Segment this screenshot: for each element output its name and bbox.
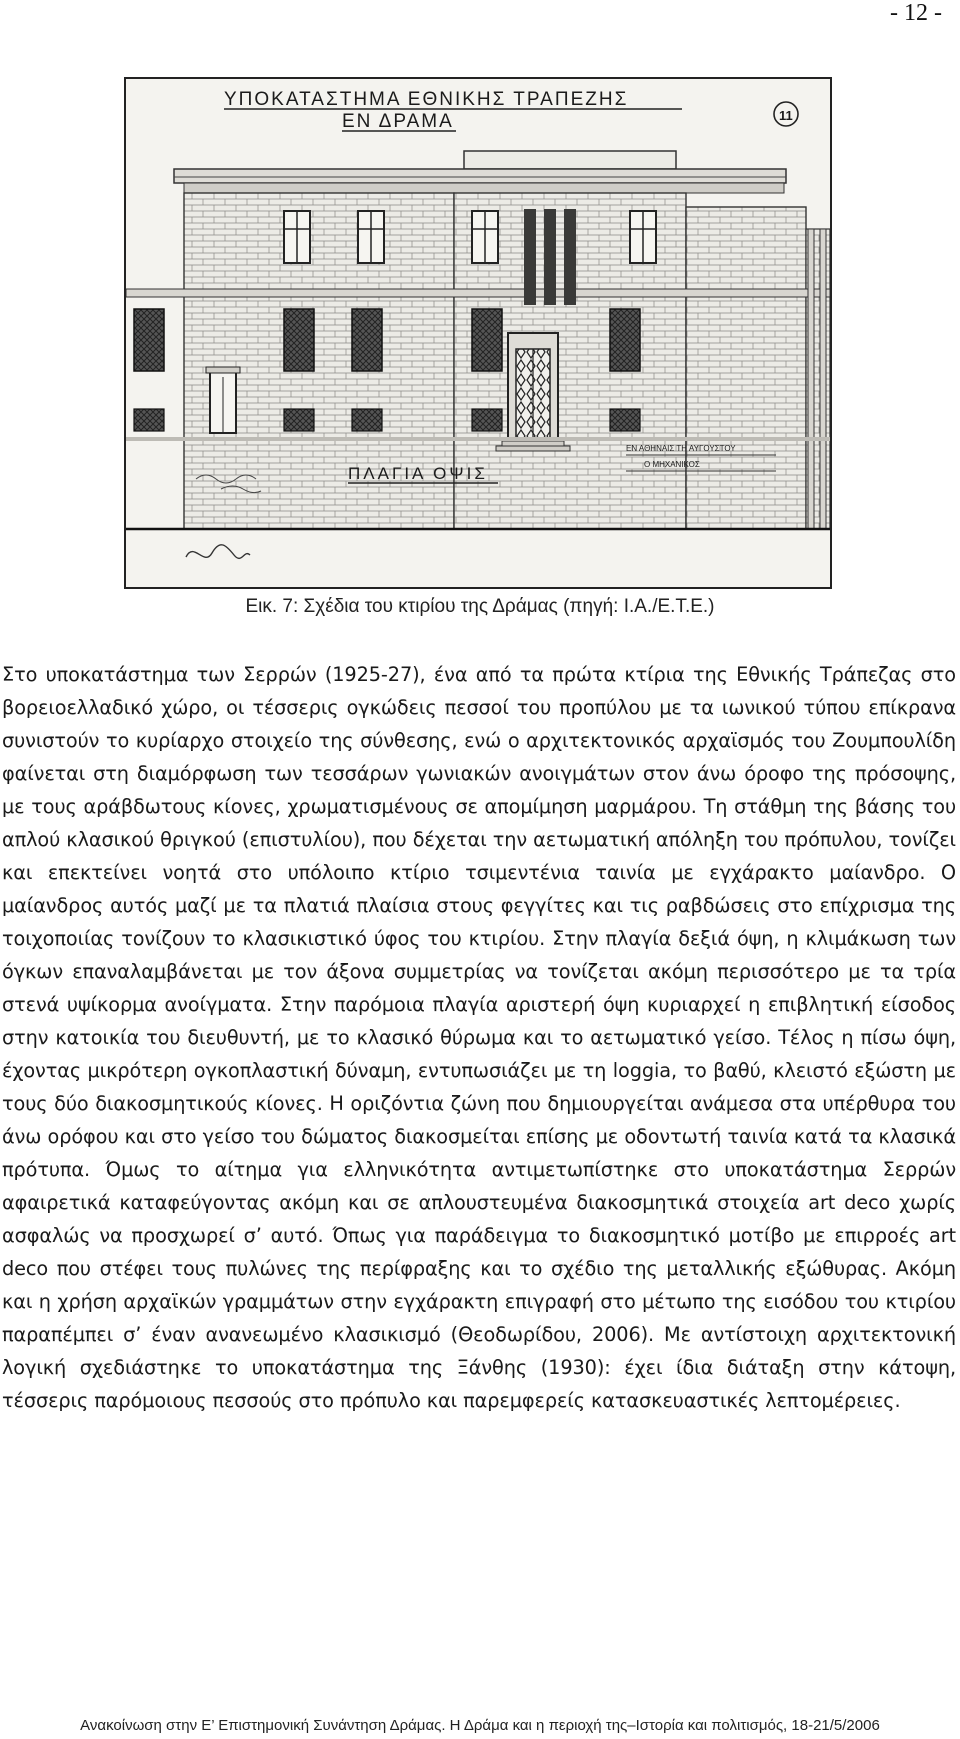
barred-window: [352, 309, 382, 371]
basement-vent: [134, 409, 164, 431]
elevation-drawing: [126, 79, 830, 587]
basement-vent: [610, 409, 640, 431]
right-pilaster: [820, 229, 826, 529]
page-number: - 12 -: [890, 0, 942, 26]
building-drawing-figure: [124, 77, 832, 589]
barred-window: [610, 309, 640, 371]
string-course: [126, 289, 830, 297]
stamp-line1: ΕΝ ΑΘΗΝΑΙΣ ΤΗ ΑΥΓΟΥΣΤΟΥ: [626, 444, 736, 453]
basement-vent: [472, 409, 502, 431]
attic-block: [464, 151, 676, 169]
plinth: [126, 437, 830, 441]
drawing-title-line2: ΕΝ ΔΡΑΜΑ: [342, 111, 454, 132]
body-paragraph: Στο υποκατάστημα των Σερρών (1925-27), ένα από τα πρώτα κτίρια της Εθνικής Τράπεζας στο βορειοελλαδικό χώρο, οι τέσσερις ογκώδεις πεσσοί του προπύλου με τα ιωνικού τύπου επίκρανα συνιστούν το κυρίαρχο στοιχείο της σύνθεσης, ενώ ο αρχιτεκτονικός αρχαϊσμός του Ζουμπουλίδη φαίνεται στη διαμόρφωση των τεσσάρων γωνιακών ανοιγμάτων στον άνω όροφο της πρόσοψης, με τους αράβδωτους κίονες, χρωματισμένους σε απομίμηση μαρμάρου. Τη στάθμη της βάσης του απλού κλασικού θριγκού (επιστυλίου), που δέχεται την αετωματική απόληξη του πρόπυλου, τονίζει και επεκτείνει νοητά στο υπόλοιπο κτίριο τσιμεντένια ταινία με εγχάρακτο μαίανδρο. Ο μαίανδρος αυτός μαζί με τα πλατιά πλαίσια στους φεγγίτες και τις ραβδώσεις στο επίχρισμα της τοιχοποιίας τονίζουν το κλασικιστικό ύφος του κτιρίου. Στην πλαγία δεξιά όψη, η κλιμάκωση των όγκων επαναλαμβάνεται με τον άξονα συμμετρίας να τονίζεται ακόμη περισσότερο με τα τρία στενά υψίκορμα ανοίγματα. Στην παρόμοια πλαγία αριστερή όψη κυριαρχεί η επιβλητική είσοδος στην κατοικία του διευθυντή, με το κλασικό θύρωμα και το αετωματικό γείσο. Τέλος η πίσω όψη, έχοντας μικρότερη ογκοπλαστική δύναμη, εντυπωσιάζει με τη loggia, το βαθύ, κλειστό εξώστη με τους δύο διακοσμητικούς κίονες. Η οριζόντια ζώνη που δημιουργείται ανάμεσα στα υπέρθυρα του άνω ορόφου και στο γείσο του δώματος διακοσμείται επίσης με οδοντωτή ταινία κατά τα κλασικά πρότυπα. Όμως το αίτημα για ελληνικότητα αντιμετωπίστηκε στο υποκατάστημα Σερρών αφαιρετικά καταφεύγοντας ακόμη και σε απλουστευμένα διακοσμητικά στοιχεία art deco χωρίς ασφαλώς να προσχωρεί σ’ αυτό. Όπως για παράδειγμα το διακοσμητικό μοτίβο με επιρροές art deco που στέφει τους πυλώνες της περίφραξης και το σχέδιο της μεταλλικής εξώθυρας. Ακόμη και η χρήση αρχαϊκών γραμμάτων στην εγχάρακτη επιγραφή στο μέτωπο της εισόδου του κτιρίου παραπέμπει σ’ έναν ανανεωμένο κλασικισμό (Θεοδωρίδου, 2006). Με αντίστοιχη αρχιτεκτονική λογική σχεδιάστηκε το υποκατάστημα της Ξάνθης (1930): έχει ίδια διάταξη στην κάτοψη, τέσσερις παρόμοιους πεσσούς στο πρόπυλο και παρεμφερείς κατασκευαστικές λεπτομέρειες.: [2, 663, 956, 1412]
barred-window: [472, 309, 502, 371]
tall-narrow-opening: [524, 209, 536, 305]
signature: [186, 545, 250, 559]
main-cornice: [174, 169, 786, 183]
sheet-number: 11: [779, 108, 793, 123]
page-footer: Ανακοίνωση στην Ε’ Επιστημονική Συνάντηση Δράμας. Η Δράμα και η περιοχή της–Ιστορία και πολιτισμός, 18-21/5/2006: [80, 1717, 880, 1734]
drawing-title-line1: ΥΠΟΚΑΤΑΣΤΗΜΑ ΕΘΝΙΚΗΣ ΤΡΑΠΕΖΗΣ: [224, 89, 629, 110]
frieze-band: [184, 183, 784, 193]
right-pilaster: [808, 229, 814, 529]
tall-narrow-opening: [544, 209, 556, 305]
barred-window: [134, 309, 164, 371]
view-label: ΠΛΑΓΙΑ ΟΨΙΣ: [348, 464, 488, 483]
basement-vent: [352, 409, 382, 431]
right-wing-wall: [686, 207, 806, 529]
basement-vent: [284, 409, 314, 431]
stamp-line2: Ο ΜΗΧΑΝΙΚΟΣ: [644, 460, 700, 469]
figure-caption: Εικ. 7: Σχέδια του κτιρίου της Δράμας (πηγή: Ι.Α./Ε.Τ.Ε.): [245, 596, 715, 617]
tall-narrow-opening: [564, 209, 576, 305]
barred-window: [284, 309, 314, 371]
